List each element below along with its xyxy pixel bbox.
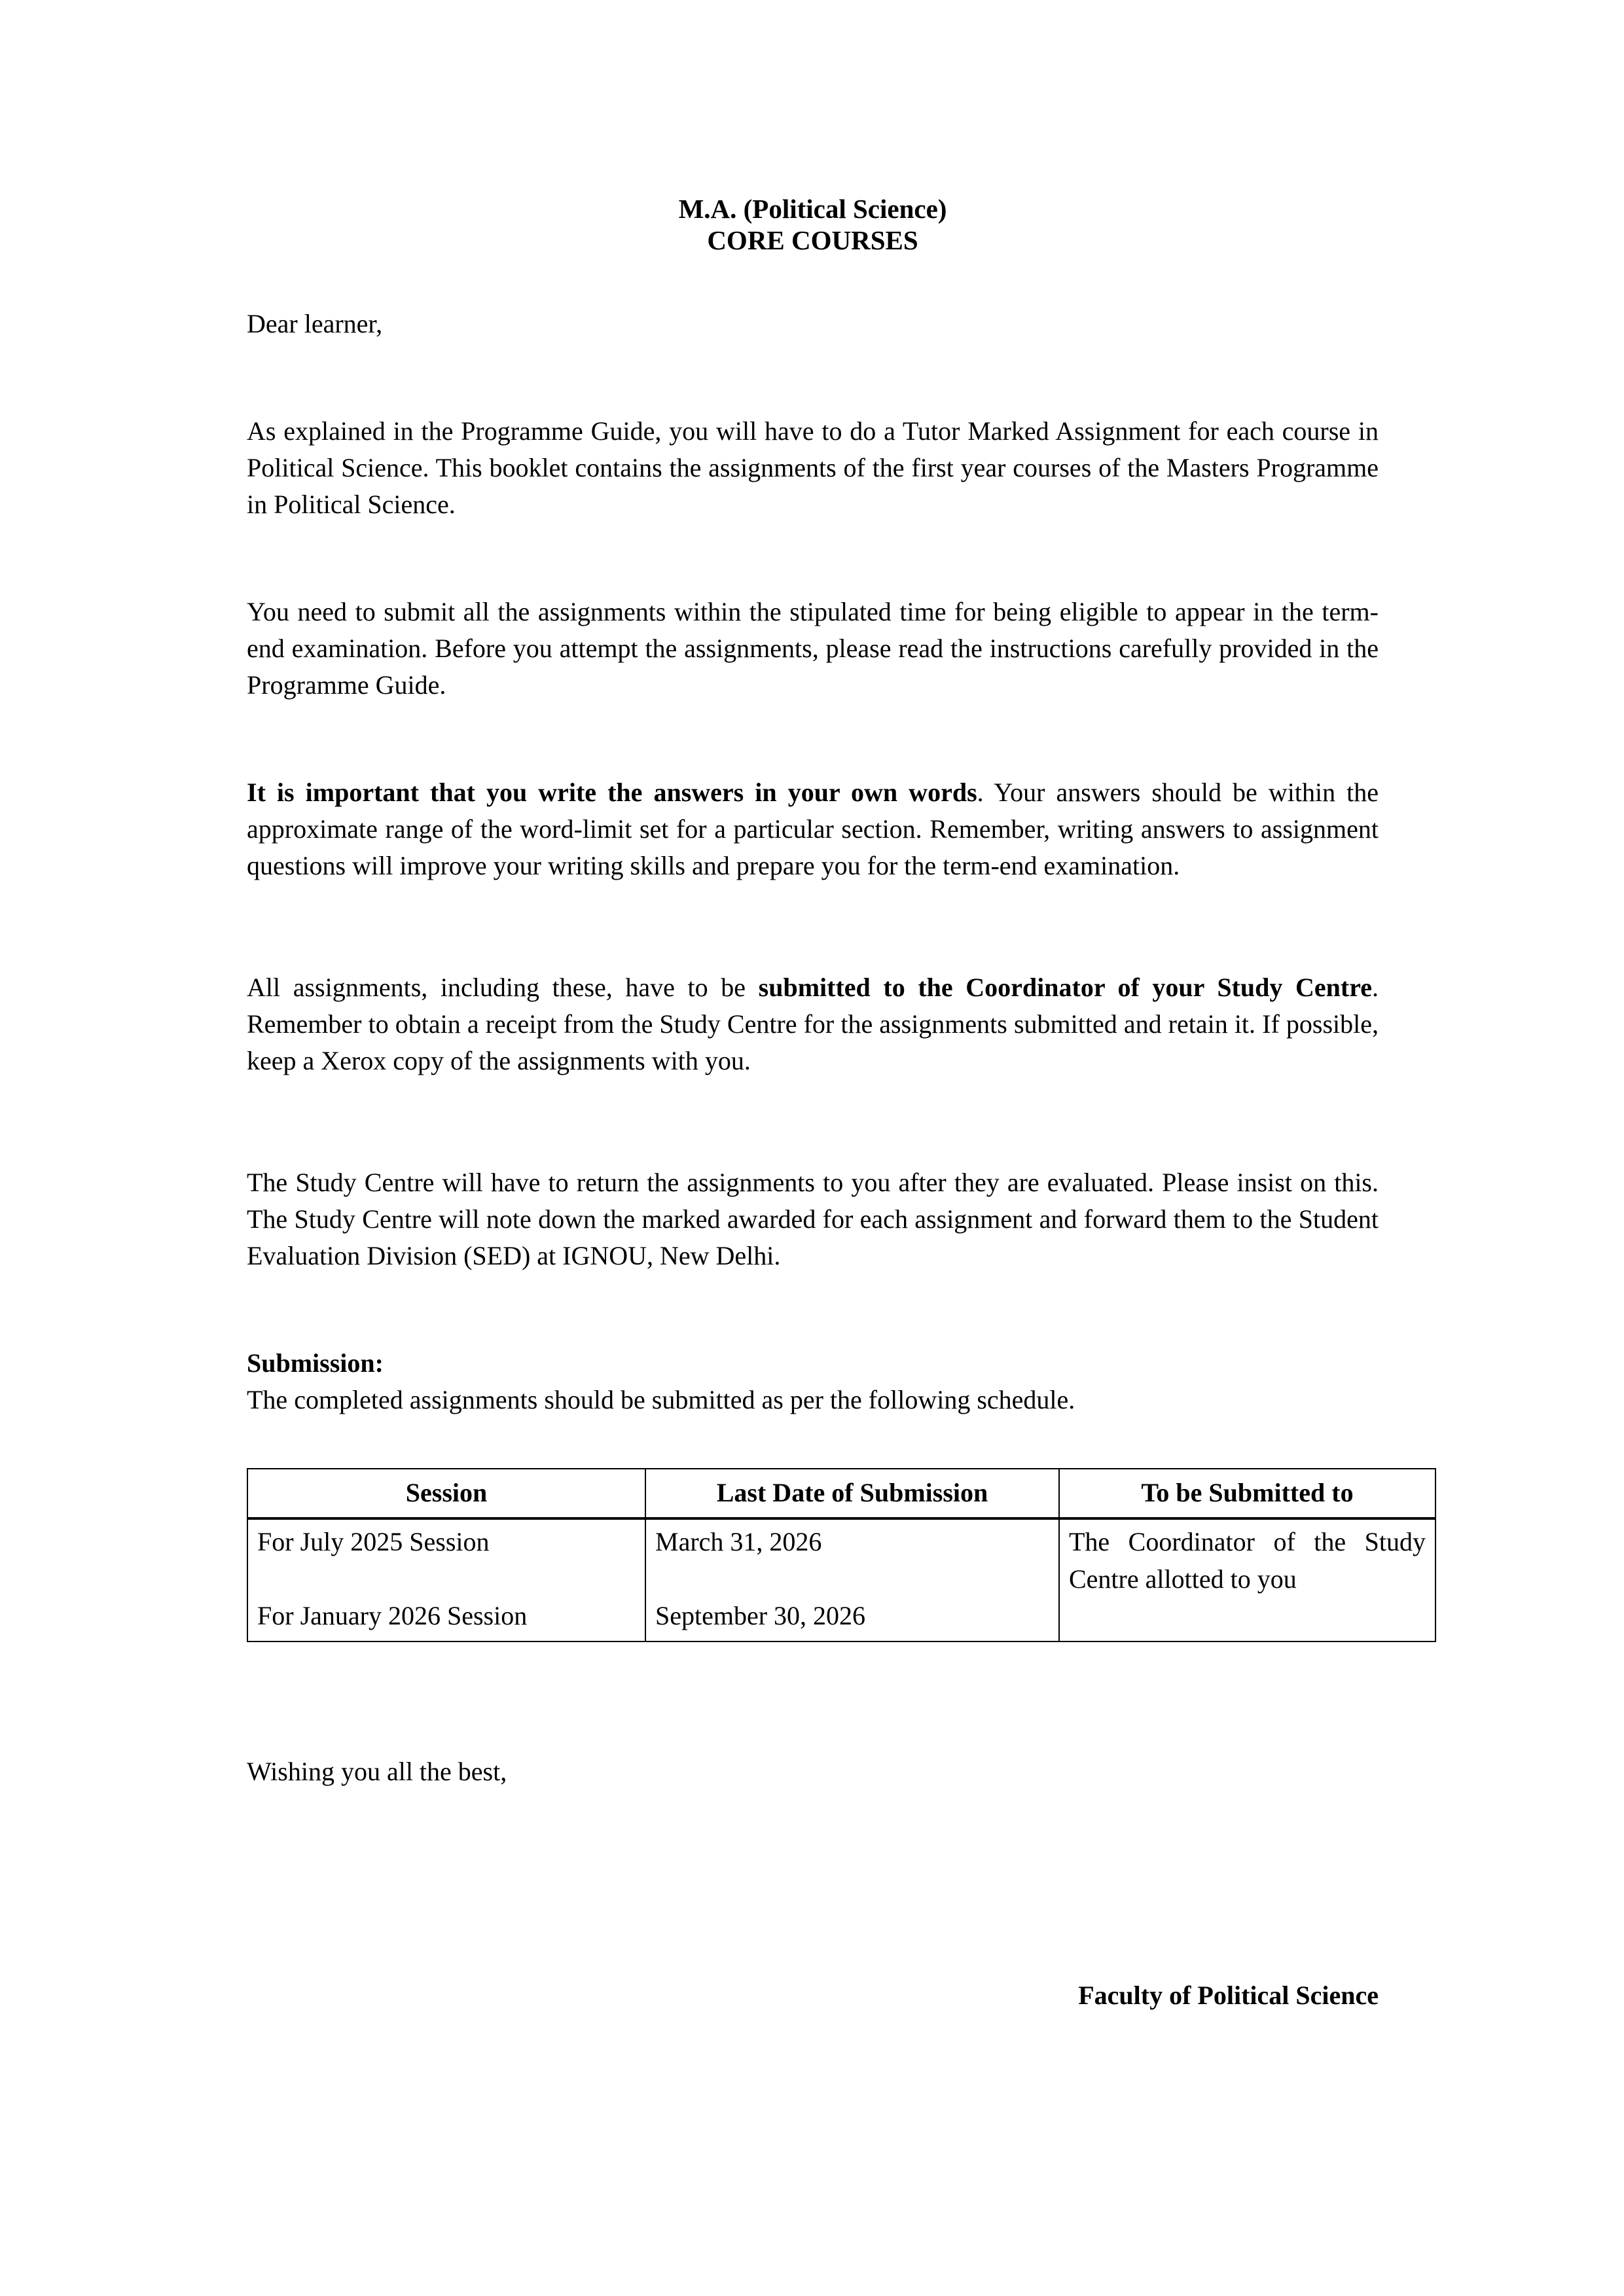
last-date-list xyxy=(655,1524,1049,1635)
cell-submitted-to: The Coordinator of the Study Centre allotted to you xyxy=(1059,1518,1435,1642)
spacer xyxy=(247,1418,1379,1468)
spacer xyxy=(247,523,1379,594)
spacer xyxy=(247,1901,1379,1951)
title-line-courses: CORE COURSES xyxy=(707,224,918,255)
cell-last-dates xyxy=(645,1518,1059,1642)
paragraph-own-words xyxy=(247,774,1379,884)
coordinator-emphasis: submitted to the Coordinator of your Study Centre xyxy=(758,973,1372,1003)
spacer xyxy=(247,256,1379,306)
page-title xyxy=(247,194,1379,256)
paragraph-intro: As explained in the Programme Guide, you will have to do a Tutor Marked Assignment for each course in Political Science. This booklet contains the assignments of the first year courses of the Masters Programme in Political Science. xyxy=(247,416,1379,520)
cell-sessions xyxy=(247,1518,645,1642)
column-header-submitted-to: To be Submitted to xyxy=(1059,1469,1435,1518)
spacer xyxy=(247,1274,1379,1345)
signoff-faculty: Faculty of Political Science xyxy=(1078,1981,1379,2011)
last-date-july: March 31, 2026 xyxy=(655,1526,822,1556)
spacer xyxy=(247,1642,1379,1727)
submission-schedule-table xyxy=(247,1468,1436,1642)
session-january: For January 2026 Session xyxy=(257,1600,528,1630)
table-header xyxy=(247,1469,1435,1518)
session-july: For July 2025 Session xyxy=(257,1526,490,1556)
spacer xyxy=(247,704,1379,774)
own-words-emphasis: It is important that you write the answers in your own words xyxy=(247,778,977,808)
spacer xyxy=(247,1079,1379,1164)
paragraph-submit-in-time: You need to submit all the assignments within the stipulated time for being eligible to appear in the term-end examination. Before you attempt the assignments, please read the instructions carefully provided in the Programme Guide. xyxy=(247,597,1379,700)
own-words-remainder: . Your answers should be within the approximate range of the word-limit set for a particular section. Remember, writing answers to assignment questions will improve your writing skills and prepare you for the term-end examination. xyxy=(247,778,1379,881)
spacer xyxy=(247,342,1379,413)
paragraph-coordinator xyxy=(247,969,1379,1079)
column-header-last-date: Last Date of Submission xyxy=(645,1469,1059,1518)
document-content xyxy=(247,194,1426,2040)
spacer xyxy=(247,1816,1379,1901)
session-list xyxy=(257,1524,636,1635)
table-header-row xyxy=(247,1469,1435,1518)
salutation: Dear learner, xyxy=(247,309,383,339)
coordinator-remainder: . Remember to obtain a receipt from the Study Centre for the assignments submitted and retain it. If possible, keep a Xerox copy of the assignments with you. xyxy=(247,973,1379,1076)
table-body xyxy=(247,1518,1435,1642)
last-date-january: September 30, 2026 xyxy=(655,1600,866,1630)
title-line-programme: M.A. (Political Science) xyxy=(678,194,947,224)
closing-line: Wishing you all the best, xyxy=(247,1757,507,1787)
table-row xyxy=(247,1518,1435,1642)
paragraph-return-evaluated: The Study Centre will have to return the assignments to you after they are evaluated. Please insist on this. The Study Centre will note down the marked awarded for each assignment and forward them to the Student Evaluation Division (SED) at IGNOU, New Delhi. xyxy=(247,1168,1379,1271)
submission-heading: Submission: xyxy=(247,1348,384,1378)
coordinator-lead-in: All assignments, including these, have to be xyxy=(247,973,759,1003)
spacer xyxy=(247,884,1379,969)
submission-lead-in: The completed assignments should be submitted as per the following schedule. xyxy=(247,1385,1075,1415)
spacer xyxy=(655,1561,1049,1598)
column-header-session: Session xyxy=(247,1469,645,1518)
spacer xyxy=(257,1561,636,1598)
